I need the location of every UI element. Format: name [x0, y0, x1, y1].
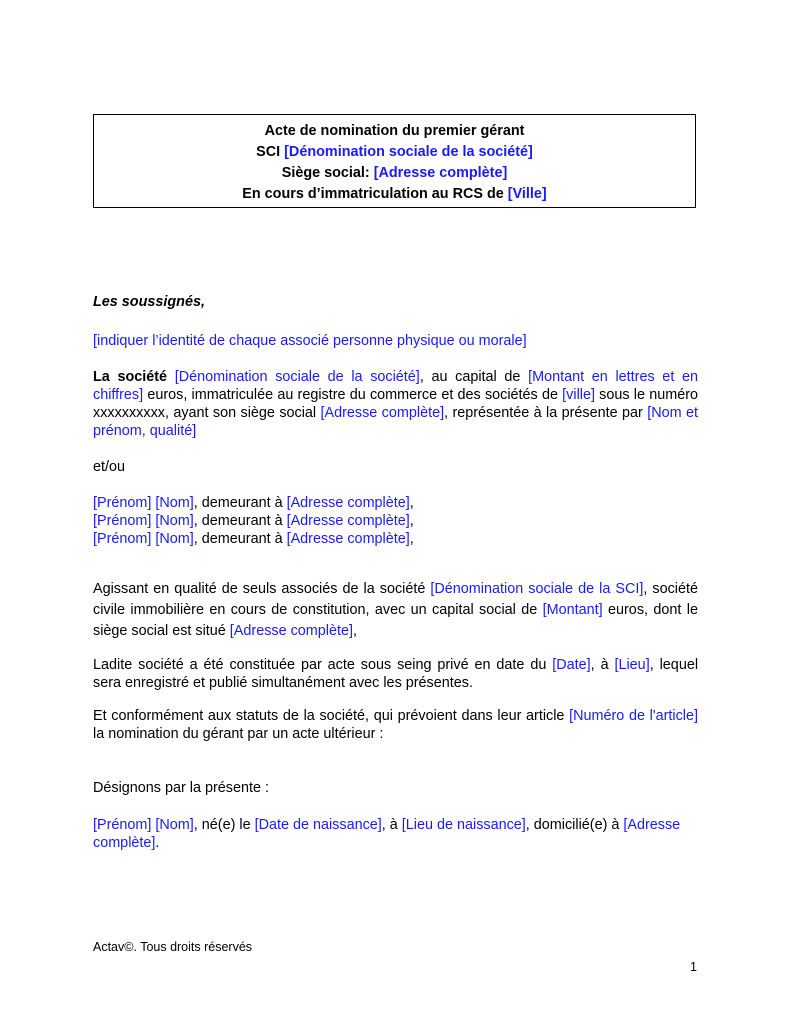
societe-text-2: euros, immatriculée au registre du commerce et des sociétés de: [143, 387, 563, 403]
designe-text-2: , à: [381, 817, 402, 833]
agissant-text-2: , société civile immobilière en cours de constitution, avec un capital social de: [93, 581, 699, 618]
societe-text-4: , représentée à la présente par: [444, 405, 648, 421]
agissant-text-1: Agissant en qualité de seuls associés de la société: [93, 581, 431, 597]
conform-paragraph: [93, 707, 698, 743]
person-end: ,: [409, 531, 414, 547]
placeholder-name-quality: [Nom et prénom, qualité]: [93, 405, 698, 439]
soussignes-heading: Les soussignés,: [93, 294, 205, 310]
title-line-4-prefix: En cours d’immatriculation au RCS de: [242, 186, 508, 202]
placeholder-denomination: [Dénomination sociale de la société]: [284, 144, 533, 160]
person-text: , demeurant à: [193, 531, 287, 547]
person-end: ,: [409, 513, 414, 529]
placeholder-denomination: [Dénomination sociale de la société]: [174, 369, 420, 385]
title-line-2: [94, 142, 695, 163]
societe-text-3: sous le numéro xxxxxxxxxx, ayant son siège social: [93, 387, 698, 421]
agissant-text-3: euros, dont le siège social est situé: [93, 602, 698, 639]
placeholder-lastname: [Nom]: [155, 513, 194, 529]
designe-text-3: , domicilié(e) à: [525, 817, 624, 833]
person-text: , demeurant à: [193, 513, 287, 529]
designe-text-4: .: [155, 835, 160, 851]
title-line-2-prefix: SCI: [256, 144, 285, 160]
designe-paragraph: [93, 816, 698, 852]
placeholder-address: [Adresse complète]: [286, 513, 410, 529]
agissant-paragraph: [93, 579, 698, 642]
ladite-text-2: , à: [590, 657, 615, 673]
placeholder-city: [ville]: [562, 387, 595, 403]
placeholder-address: [Adresse complète]: [286, 531, 410, 547]
title-line-3-prefix: Siège social:: [281, 165, 374, 181]
placeholder-place: [Lieu]: [614, 657, 650, 673]
title-line-4: [94, 184, 695, 205]
ladite-text-1: Ladite société a été constituée par acte sous seing privé en date du: [93, 657, 553, 673]
person-line: [93, 494, 698, 512]
placeholder-address: [Adresse complète]: [373, 165, 508, 181]
placeholder-date: [Date]: [552, 657, 591, 673]
placeholder-address: [Adresse complète]: [229, 623, 353, 639]
societe-paragraph: [93, 368, 698, 440]
placeholder-amount: [Montant en lettres et en chiffres]: [93, 369, 698, 403]
placeholder-firstname: [Prénom]: [93, 531, 152, 547]
title-line-1: Acte de nomination du premier gérant: [264, 123, 525, 139]
footer-copyright: Actav©. Tous droits réservés: [93, 940, 253, 954]
et-ou: et/ou: [93, 459, 126, 475]
person-line: [93, 512, 698, 530]
ladite-paragraph: [93, 656, 698, 692]
person-text: , demeurant à: [193, 495, 287, 511]
conform-text-1: Et conformément aux statuts de la société, qui prévoient dans leur article: [93, 708, 570, 724]
placeholder-address: [Adresse complète]: [286, 495, 410, 511]
placeholder-lastname: [Nom]: [155, 495, 194, 511]
placeholder-denomination-sci: [Dénomination sociale de la SCI]: [430, 581, 644, 597]
placeholder-address: [Adresse complète]: [320, 405, 445, 421]
title-line-3: [94, 163, 695, 184]
designe-text-1: , né(e) le: [193, 817, 255, 833]
placeholder-birthdate: [Date de naissance]: [254, 817, 382, 833]
placeholder-amount: [Montant]: [542, 602, 603, 618]
societe-label: La société: [93, 369, 168, 385]
ladite-text-3: , lequel sera enregistré et publié simultanément avec les présentes.: [93, 657, 699, 691]
placeholder-address: [Adresse complète]: [93, 817, 681, 851]
placeholder-firstname: [Prénom]: [93, 817, 152, 833]
placeholder-firstname: [Prénom]: [93, 495, 152, 511]
placeholder-birthplace: [Lieu de naissance]: [401, 817, 526, 833]
placeholder-lastname: [Nom]: [155, 531, 194, 547]
agissant-text-4: ,: [352, 623, 357, 639]
identity-instruction: [indiquer l’identité de chaque associé personne physique ou morale]: [93, 333, 527, 349]
placeholder-city: [Ville]: [507, 186, 547, 202]
person-end: ,: [409, 495, 414, 511]
conform-text-2: la nomination du gérant par un acte ultérieur :: [93, 726, 384, 742]
title-box: [93, 114, 696, 208]
designons-line: Désignons par la présente :: [93, 780, 269, 796]
placeholder-firstname: [Prénom]: [93, 513, 152, 529]
placeholder-article-number: [Numéro de l'article]: [569, 708, 698, 724]
person-line: [93, 530, 698, 548]
page-number: 1: [690, 960, 697, 974]
placeholder-lastname: [Nom]: [155, 817, 194, 833]
societe-text-1: , au capital de: [419, 369, 529, 385]
